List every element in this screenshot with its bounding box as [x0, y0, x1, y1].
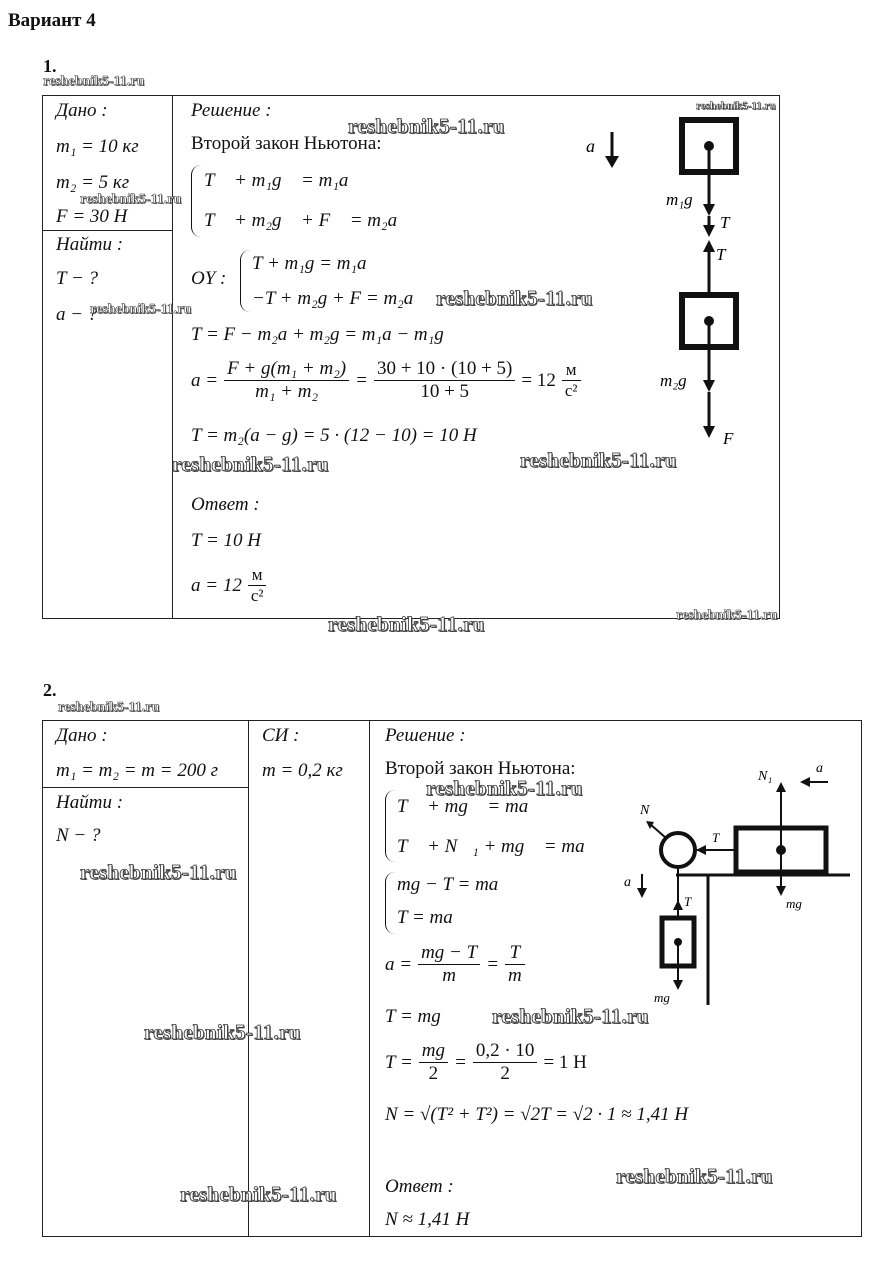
unit-num: м [565, 360, 577, 379]
label-N1: N₁ [758, 769, 773, 784]
brace [240, 250, 250, 312]
label-T-top: T [720, 213, 730, 232]
label-T-vertical: T [684, 894, 692, 909]
find-N: N − ? [56, 825, 101, 846]
eq-T-mg: T = mg [385, 1006, 441, 1027]
system-oy-2: −T + m₂g + F = m₂a [252, 288, 414, 309]
watermark: reshebnik5-11.ru [616, 1164, 773, 1188]
watermark: reshebnik5-11.ru [80, 192, 182, 207]
label-T-horizontal: T [712, 830, 720, 845]
label-a-down: a [624, 875, 631, 890]
answer-label: Ответ : [191, 494, 260, 515]
eq-a-left: a = [385, 953, 413, 975]
eq-T-left: T = [385, 1051, 413, 1073]
watermark: reshebnik5-11.ru [58, 700, 160, 715]
watermark: reshebnik5-11.ru [676, 608, 778, 623]
brace [385, 790, 395, 862]
given-label: Дано : [56, 725, 108, 746]
eq-a-num: mg − T [418, 942, 480, 965]
watermark: reshebnik5-11.ru [144, 1020, 301, 1044]
label-T-bottom: T [716, 245, 726, 264]
answer-label: Ответ : [385, 1176, 454, 1197]
label-mg-block: mg [786, 896, 802, 911]
eq-N: N = √(T² + T²) = √2T = √2 · 1 ≈ 1,41 Н [385, 1104, 689, 1125]
pulley [661, 833, 695, 867]
newton-law-text: Второй закон Ньютона: [385, 758, 576, 779]
system-vec-1: T⃗ + mg⃗ = ma⃗ [397, 796, 543, 817]
eq-a-eq: = [355, 369, 368, 391]
label-N: N [640, 803, 650, 818]
eq-T-eq: = [454, 1051, 467, 1073]
given-F: F = 30 Н [56, 206, 128, 227]
unit-den: с² [248, 585, 267, 606]
label-m1g: m₁g [666, 190, 693, 209]
page-title: Вариант 4 [8, 10, 96, 31]
system-oy-1: T + m₁g = m₁a [252, 253, 367, 274]
brace [385, 872, 395, 934]
eq-T-res: = 1 Н [543, 1051, 587, 1073]
eq-T-expr: T = F − m₂a + m₂g = m₁a − m₁g [191, 324, 444, 345]
watermark: reshebnik5-11.ru [80, 860, 237, 884]
eq-a-res: = 12 [521, 369, 556, 391]
eq-a [191, 358, 581, 403]
watermark: reshebnik5-11.ru [172, 452, 329, 476]
eq-T-num2: 0,2 · 10 [473, 1040, 538, 1063]
find-T: T − ? [56, 268, 99, 289]
eq-a-num2: T [505, 942, 525, 965]
eq-a-num: F + g(m₁ + m₂) [224, 358, 349, 381]
eq-a-den2: 10 + 5 [420, 381, 470, 402]
watermark: reshebnik5-11.ru [520, 448, 677, 472]
newton-law-text: Второй закон Ньютона: [191, 133, 382, 154]
watermark: reshebnik5-11.ru [90, 302, 192, 317]
watermark: reshebnik5-11.ru [328, 612, 485, 636]
find-label: Найти : [56, 792, 124, 813]
find-a: a − ? [56, 304, 98, 325]
answer-a-row [191, 565, 266, 606]
system-vec-2: T⃗ + m₂g⃗ + F⃗ = m₂a⃗ [204, 210, 412, 231]
system-scalar-2: T = ma [397, 907, 453, 928]
label-F: F [723, 429, 734, 448]
system-vec-1: T⃗ + m₁g⃗ = m₁a⃗ [204, 170, 364, 191]
eq-a-left: a = [191, 369, 219, 391]
unit-den: с² [562, 380, 581, 401]
problem2-number: 2. [43, 680, 57, 700]
watermark: reshebnik5-11.ru [348, 114, 505, 138]
brace [191, 165, 201, 237]
si-label: СИ : [262, 725, 300, 746]
eq-a-den: m₁ + m₂ [255, 381, 319, 402]
answer-T: T = 10 Н [191, 530, 262, 551]
system-vec-2: T⃗ + N⃗₁ + mg⃗ = ma⃗ [397, 836, 600, 857]
given-masses: m₁ = m₂ = m = 200 г [56, 760, 219, 781]
label-m2g: m₂g [660, 371, 687, 390]
find-label: Найти : [56, 234, 124, 255]
watermark: reshebnik5-11.ru [696, 100, 776, 112]
solution-label: Решение : [191, 100, 272, 121]
watermark: reshebnik5-11.ru [426, 776, 583, 800]
system-scalar-1: mg − T = ma [397, 874, 499, 895]
eq-T-result: T = m₂(a − g) = 5 · (12 − 10) = 10 Н [191, 425, 477, 446]
si-m: m = 0,2 кг [262, 760, 343, 781]
label-a: a [816, 761, 823, 776]
eq-a-eq: = [486, 953, 500, 975]
watermark: reshebnik5-11.ru [492, 1004, 649, 1028]
eq-a-den: m [442, 965, 456, 986]
oy-label: OY : [191, 268, 227, 289]
given-label: Дано : [56, 100, 108, 121]
pulley-diagram [600, 760, 858, 1010]
eq-a-num2: 30 + 10 · (10 + 5) [374, 358, 515, 381]
label-a: a [586, 136, 595, 156]
given-m1: m₁ = 10 кг [56, 136, 139, 157]
eq-T-den: 2 [428, 1063, 439, 1084]
watermark: reshebnik5-11.ru [436, 286, 593, 310]
solution-label: Решение : [385, 725, 466, 746]
label-mg-hanging: mg [654, 990, 670, 1005]
unit-num: м [251, 565, 263, 584]
watermark: reshebnik5-11.ru [43, 74, 145, 89]
answer-N: N ≈ 1,41 Н [385, 1209, 470, 1230]
eq-T-num: mg [419, 1040, 448, 1063]
eq-a [385, 942, 525, 987]
answer-a: a = 12 [191, 574, 242, 596]
eq-a-den2: m [508, 965, 522, 986]
eq-T-den2: 2 [500, 1063, 510, 1084]
watermark: reshebnik5-11.ru [180, 1182, 337, 1206]
eq-T-value [385, 1040, 587, 1085]
problem1-number: 1. [43, 56, 57, 76]
blocks-diagram [580, 110, 770, 455]
given-m2: m₂ = 5 кг [56, 172, 130, 193]
